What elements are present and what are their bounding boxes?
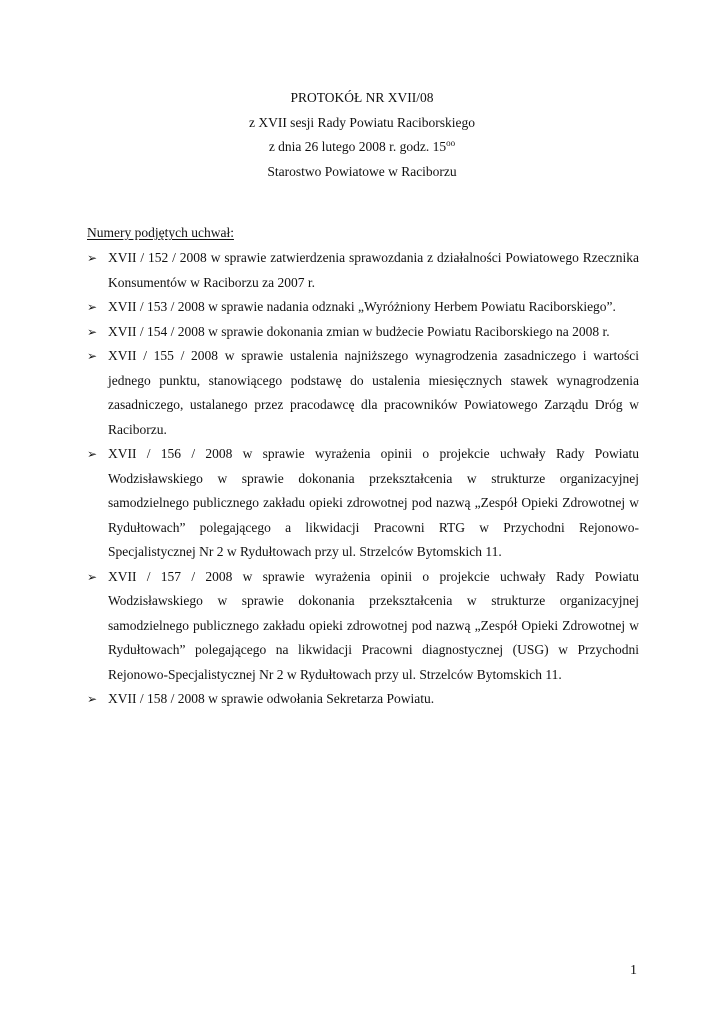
list-item	[87, 344, 639, 442]
arrow-right-icon: ➢	[87, 251, 98, 265]
arrow-right-icon: ➢	[87, 324, 98, 339]
hour-superscript: oo	[446, 138, 456, 148]
page-number: 1	[630, 963, 637, 978]
arrow-right-icon: ➢	[87, 569, 98, 584]
protocol-title: PROTOKÓŁ NR XVII/08	[290, 90, 434, 105]
resolution-text: XVII / 157 / 2008 w sprawie wyrażenia opinii o projekcie uchwały Rady Powiatu Wodzisławskiego w sprawie dokonania przekształcenia w strukturze organizacyjnej samodzielnego publicznego zakładu opieki zdrowotnej pod nazwą „Zespół Opieki Zdrowotnej w Rydułtowach” polegającego na likwidacji Pracowni diagnostycznej (USG) w Przychodni Rejonowo-Specjalistycznej Nr 2 w Rydułtowach przy ul. Strzelców Bytomskich 11.	[108, 568, 639, 682]
section-title: Numery podjętych uchwał:	[87, 225, 234, 240]
arrow-right-icon: ➢	[87, 447, 98, 461]
resolution-text: XVII / 153 / 2008 w sprawie nadania odznaki „Wyróżniony Herbem Powiatu Raciborskiego”.	[108, 299, 616, 314]
resolution-text: XVII / 156 / 2008 w sprawie wyrażenia opinii o projekcie uchwały Rady Powiatu Wodzisławskiego w sprawie dokonania przekształcenia w strukturze organizacyjnej samodzielnego publicznego zakładu opieki zdrowotnej pod nazwą „Zespół Opieki Zdrowotnej w Rydułtowach” polegającego a likwidacji Pracowni RTG w Przychodni Rejonowo-Specjalistycznej Nr 2 w Rydułtowach przy ul. Strzelców Bytomskich 11.	[108, 446, 639, 559]
resolutions-list	[87, 246, 639, 712]
location-line: Starostwo Powiatowe w Raciborzu	[267, 163, 457, 179]
arrow-right-icon: ➢	[87, 349, 98, 363]
resolution-text: XVII / 152 / 2008 w sprawie zatwierdzenia sprawozdania z działalności Powiatowego Rzecznika Konsumentów w Raciborzu za 2007 r.	[108, 250, 639, 290]
date-text: z dnia 26 lutego 2008 r. godz. 15	[268, 139, 447, 154]
list-item	[87, 320, 639, 345]
arrow-right-icon: ➢	[87, 300, 98, 314]
list-item	[87, 295, 639, 320]
list-item	[87, 246, 639, 295]
resolution-text: XVII / 155 / 2008 w sprawie ustalenia najniższego wynagrodzenia zasadniczego i wartości jednego punktu, stanowiącego podstawę do ustalenia miesięcznych stawek wynagrodzenia zasadniczego, ustalanego przez pracodawcę dla pracowników Powiatowego Zarządu Dróg w Raciborzu.	[108, 348, 639, 437]
date-line	[0, 135, 724, 160]
list-item	[87, 442, 639, 565]
session-line: z XVII sesji Rady Powiatu Raciborskiego	[248, 114, 476, 130]
resolution-text: XVII / 158 / 2008 w sprawie odwołania Sekretarza Powiatu.	[108, 691, 435, 706]
arrow-right-icon: ➢	[87, 692, 98, 706]
list-item	[87, 565, 639, 688]
resolution-text: XVII / 154 / 2008 w sprawie dokonania zmian w budżecie Powiatu Raciborskiego na 2008 r.	[108, 323, 610, 339]
document-header	[0, 86, 724, 184]
list-item	[87, 687, 639, 712]
